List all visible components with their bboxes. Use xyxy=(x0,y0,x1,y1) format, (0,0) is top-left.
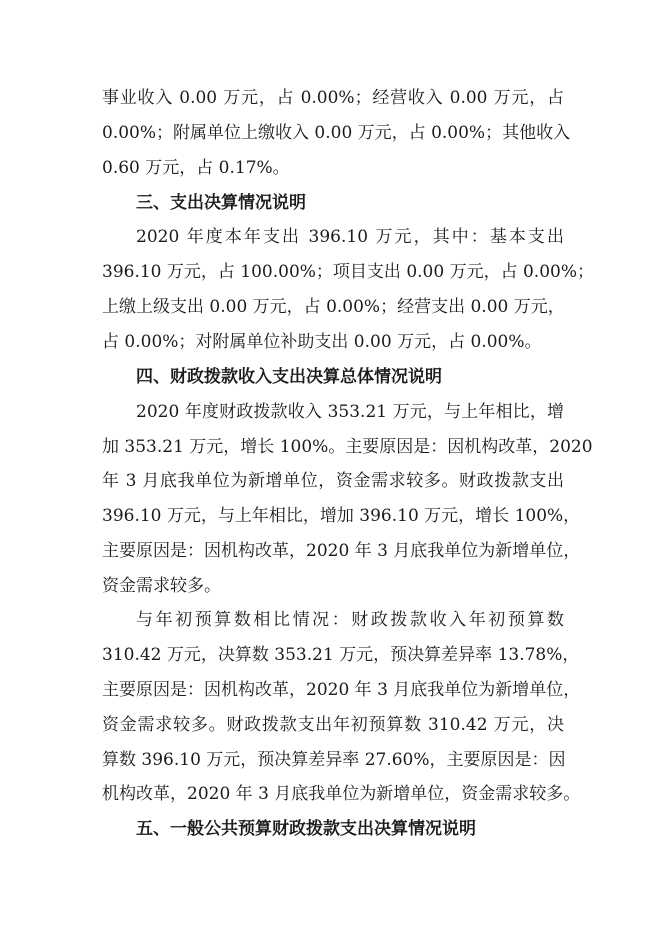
text-line: 0.60 万元，占 0.17%。 xyxy=(102,158,290,178)
text-line: 主要原因是：因机构改革，2020 年 3 月底我单位为新增单位， xyxy=(102,680,581,700)
section-heading: 五、一般公共预算财政拨款支出决算情况说明 xyxy=(136,819,476,839)
text-line: 事业收入 0.00 万元，占 0.00%；经营收入 0.00 万元，占 xyxy=(102,88,564,108)
section-heading: 四、财政拨款收入支出决算总体情况说明 xyxy=(136,367,442,387)
text-line: 2020 年度本年支出 396.10 万元，其中：基本支出 xyxy=(136,227,564,247)
text-line: 年 3 月底我单位为新增单位，资金需求较多。财政拨款支出 xyxy=(102,471,564,491)
text-line: 310.42 万元，决算数 353.21 万元，预决算差异率 13.78%， xyxy=(102,645,580,665)
text-line: 算数 396.10 万元，预决算差异率 27.60%，主要原因是：因 xyxy=(102,750,566,770)
text-line: 机构改革，2020 年 3 月底我单位为新增单位，资金需求较多。 xyxy=(102,784,581,804)
text-line: 0.00%；附属单位上缴收入 0.00 万元，占 0.00%；其他收入 xyxy=(102,123,571,143)
text-line: 396.10 万元，与上年相比，增加 396.10 万元，增长 100%， xyxy=(102,506,581,526)
section-heading: 三、支出决算情况说明 xyxy=(136,193,306,213)
text-line: 与年初预算数相比情况：财政拨款收入年初预算数 xyxy=(136,610,564,630)
text-line: 占 0.00%；对附属单位补助支出 0.00 万元，占 0.00%。 xyxy=(102,332,542,352)
text-line: 加 353.21 万元，增长 100%。主要原因是：因机构改革，2020 xyxy=(102,437,593,457)
text-line: 2020 年度财政拨款收入 353.21 万元，与上年相比，增 xyxy=(136,402,564,422)
text-line: 上缴上级支出 0.00 万元，占 0.00%；经营支出 0.00 万元， xyxy=(102,297,565,317)
text-line: 396.10 万元，占 100.00%；项目支出 0.00 万元，占 0.00%； xyxy=(102,262,594,282)
text-line: 资金需求较多。财政拨款支出年初预算数 310.42 万元，决 xyxy=(102,715,564,735)
text-line: 主要原因是：因机构改革，2020 年 3 月底我单位为新增单位， xyxy=(102,541,581,561)
text-line: 资金需求较多。 xyxy=(102,576,221,596)
